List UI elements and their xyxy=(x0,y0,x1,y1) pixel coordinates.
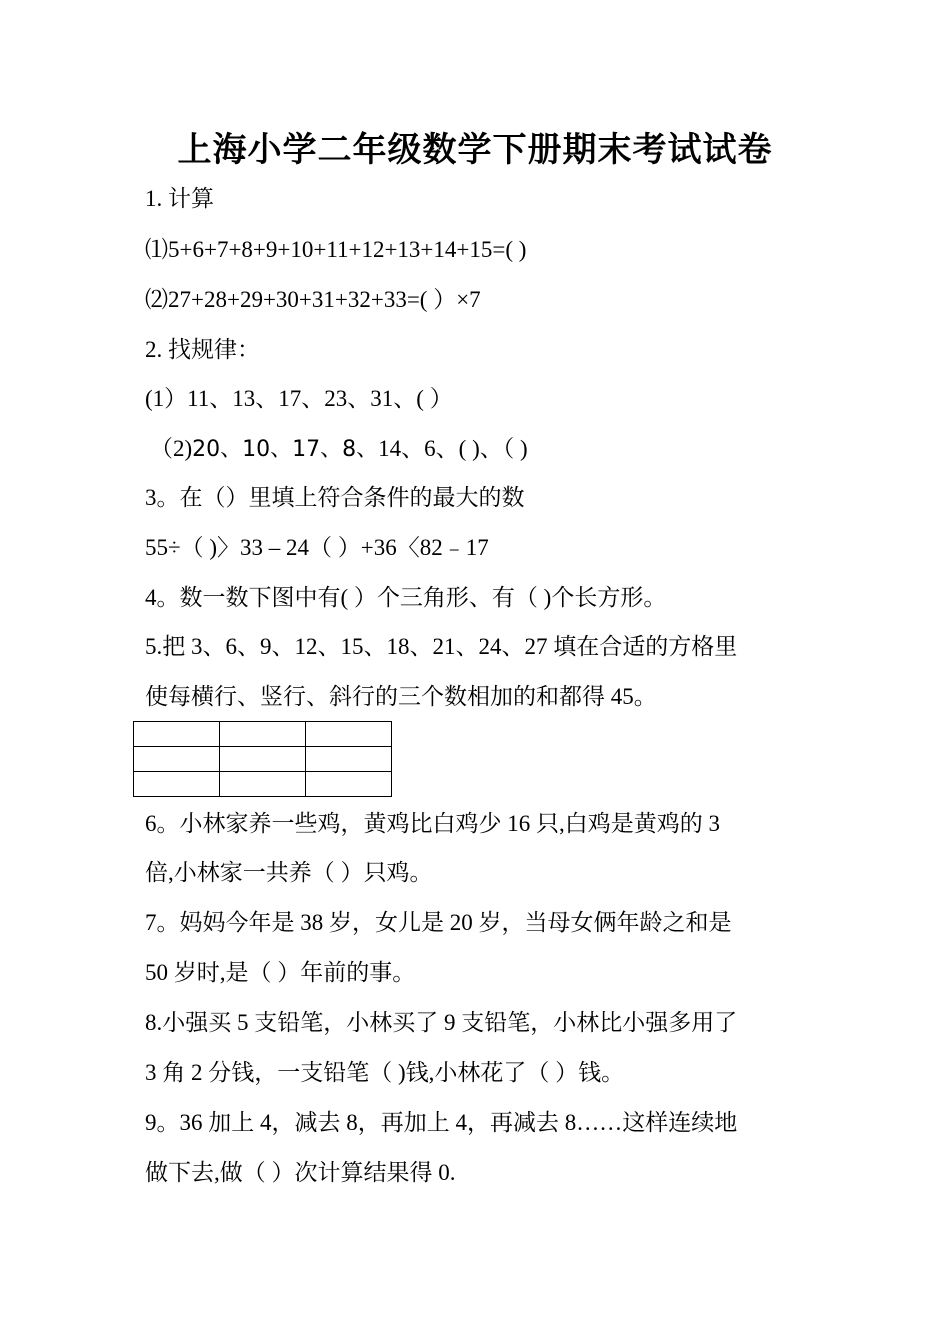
question-7-line-1: 7。妈妈今年是 38 岁，女儿是 20 岁，当母女俩年龄之和是 xyxy=(145,910,732,935)
question-2-part-2-sequence: 20、10、17、8、 xyxy=(192,437,379,462)
question-5-line-2: 使每横行、竖行、斜行的三个数相加的和都得 45。 xyxy=(145,684,657,709)
question-7-line-2: 50 岁时,是（ ）年前的事。 xyxy=(145,960,416,985)
question-9-line-1: 9。36 加上 4，减去 8，再加上 4，再减去 8……这样连续地 xyxy=(145,1110,738,1135)
grid-row xyxy=(134,747,392,772)
question-4: 4。数一数下图中有( ）个三角形、有（ )个长方形。 xyxy=(145,585,667,610)
page-title: 上海小学二年级数学下册期末考试试卷 xyxy=(177,132,773,169)
grid-cell[interactable] xyxy=(220,722,306,747)
question-9-line-2: 做下去,做（ ）次计算结果得 0. xyxy=(145,1160,456,1185)
question-2-part-2-rest: 14、6、( )、（ ) xyxy=(378,436,528,461)
grid-cell[interactable] xyxy=(134,747,220,772)
question-2-part-2-prefix: （2) xyxy=(150,436,193,461)
question-5-line-1: 5.把 3、6、9、12、15、18、21、24、27 填在合适的方格里 xyxy=(145,634,738,659)
question-2: 2. 找规律： xyxy=(145,337,260,362)
grid-cell[interactable] xyxy=(220,772,306,797)
grid-cell[interactable] xyxy=(134,772,220,797)
question-2-part-2 xyxy=(150,433,830,466)
question-1: 1. 计算 xyxy=(145,186,214,211)
question-8-line-1: 8.小强买 5 支铅笔，小林买了 9 支铅笔，小林比小强多用了 xyxy=(145,1010,738,1035)
grid-cell[interactable] xyxy=(306,722,392,747)
grid-row xyxy=(134,722,392,747)
grid-cell[interactable] xyxy=(134,722,220,747)
magic-square-grid xyxy=(133,721,392,797)
question-1-part-2: ⑵27+28+29+30+31+32+33=( ）×7 xyxy=(145,287,481,312)
question-3-part-1: 55÷（ )〉33 – 24（ ）+36〈82﹣17 xyxy=(145,535,489,560)
question-3: 3。在（）里填上符合条件的最大的数 xyxy=(145,485,525,510)
grid-cell[interactable] xyxy=(306,772,392,797)
question-6-line-1: 6。小林家养一些鸡，黄鸡比白鸡少 16 只,白鸡是黄鸡的 3 xyxy=(145,811,720,836)
grid-row xyxy=(134,772,392,797)
question-8-line-2: 3 角 2 分钱，一支铅笔（ )钱,小林花了（ ）钱。 xyxy=(145,1060,625,1085)
grid-cell[interactable] xyxy=(306,747,392,772)
question-6-line-2: 倍,小林家一共养（ ）只鸡。 xyxy=(145,860,433,885)
question-1-part-1: ⑴5+6+7+8+9+10+11+12+13+14+15=( ) xyxy=(145,237,527,262)
grid-cell[interactable] xyxy=(220,747,306,772)
question-2-part-1: (1）11、13、17、23、31、( ） xyxy=(145,386,453,411)
